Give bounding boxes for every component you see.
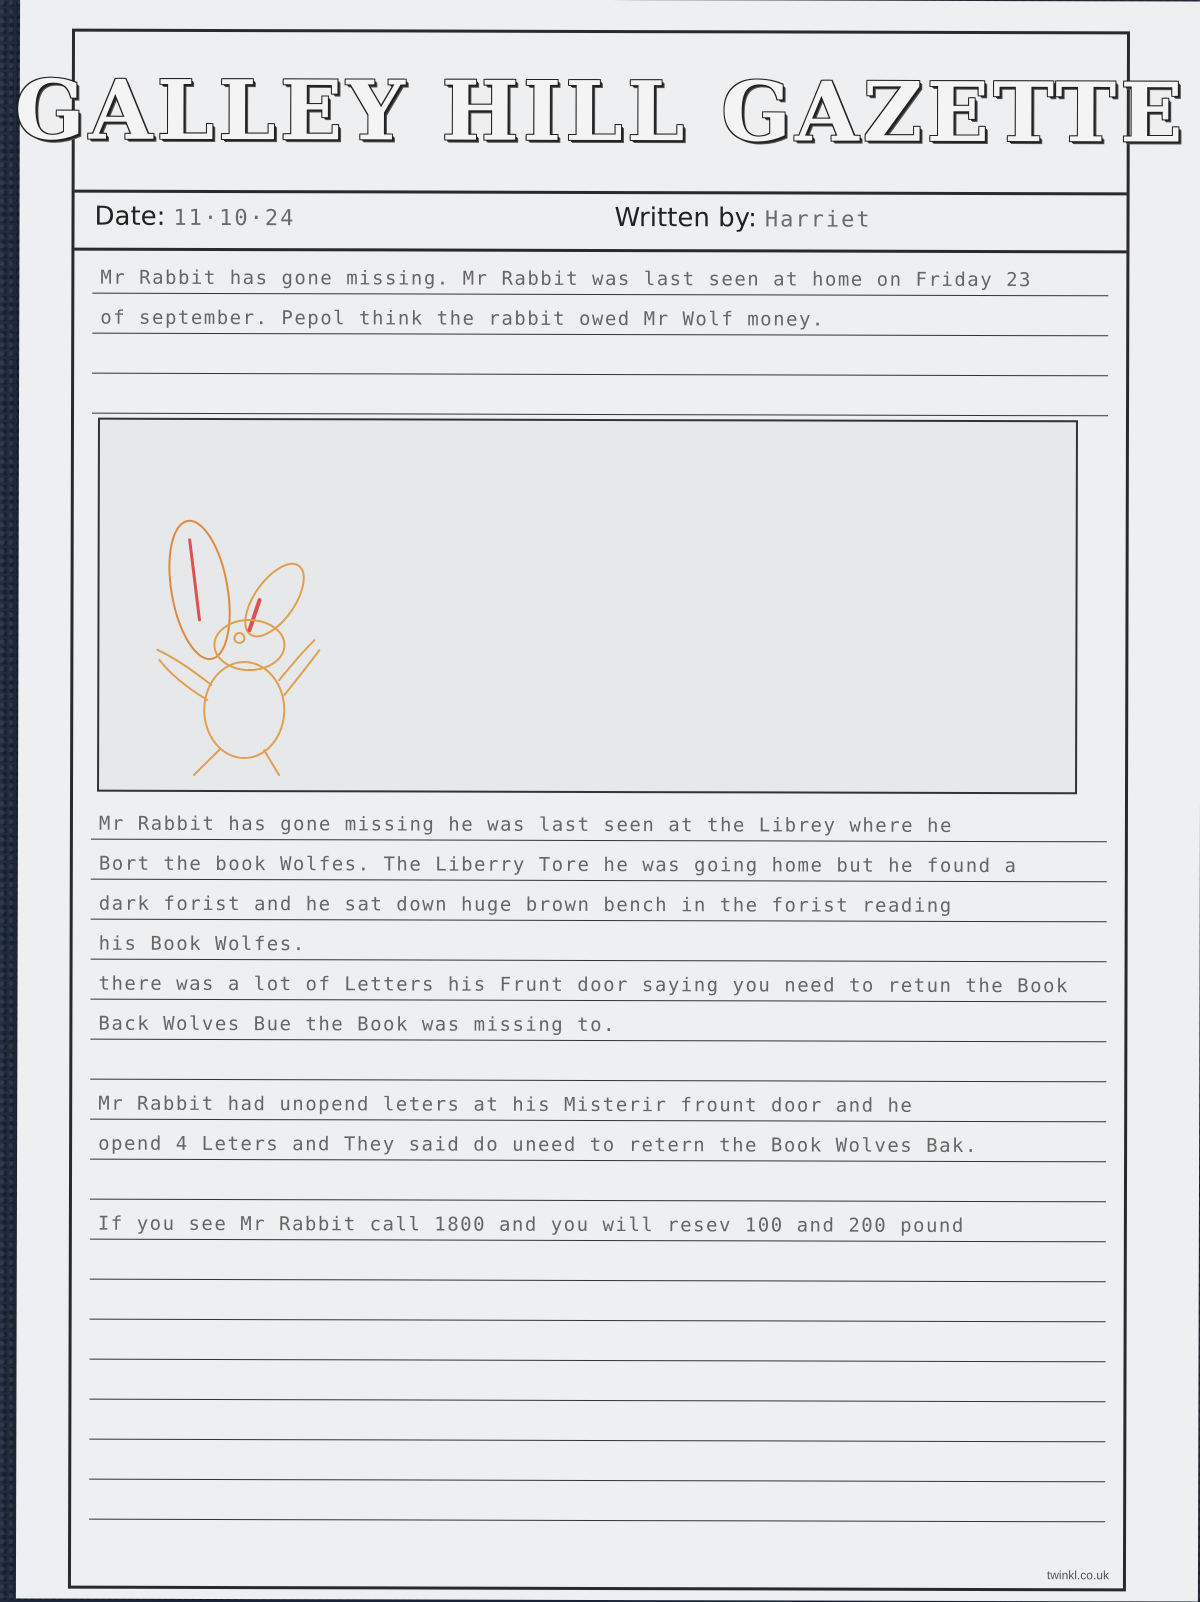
article-lines bbox=[89, 800, 1107, 1523]
writing-line bbox=[91, 880, 1107, 923]
writing-line bbox=[90, 1120, 1106, 1163]
writing-line bbox=[89, 1480, 1105, 1523]
author-value: Harriet bbox=[764, 207, 872, 233]
writing-line bbox=[89, 1360, 1105, 1403]
date-label: Date: bbox=[94, 201, 166, 232]
writing-line bbox=[90, 1040, 1106, 1083]
writing-line bbox=[91, 840, 1107, 883]
writing-line bbox=[90, 1240, 1106, 1283]
writing-line bbox=[89, 1440, 1105, 1483]
handwritten-text: dark forist and he sat down huge brown bench in the forist reading bbox=[98, 892, 953, 917]
meta-row bbox=[74, 190, 1126, 254]
picture-box bbox=[97, 418, 1078, 795]
writing-line bbox=[90, 1160, 1106, 1203]
writing-line bbox=[92, 254, 1108, 297]
handwritten-text: there was a lot of Letters his Frunt door saying you need to retun the Book bbox=[98, 972, 1069, 998]
writing-line bbox=[92, 334, 1108, 377]
writing-line bbox=[90, 1080, 1106, 1123]
writing-line bbox=[91, 920, 1107, 963]
newspaper-title: GALLEY HILL GAZETTE bbox=[14, 62, 1187, 162]
rabbit-drawing-icon bbox=[99, 420, 1076, 793]
publisher-credit: twinkl.co.uk bbox=[1046, 1568, 1109, 1583]
author-label: Written by: bbox=[614, 203, 757, 234]
handwritten-text: Mr Rabbit has gone missing. Mr Rabbit was last seen at home on Friday 23 bbox=[100, 266, 1033, 292]
worksheet-paper bbox=[16, 0, 1200, 1602]
handwritten-text: Bort the book Wolfes. The Liberry Tore he was going home but he found a bbox=[98, 852, 1018, 878]
writing-line bbox=[92, 294, 1108, 337]
author-field bbox=[614, 203, 871, 234]
writing-line bbox=[89, 1400, 1105, 1443]
handwritten-text: Mr Rabbit has gone missing he was last seen at the Librey where he bbox=[98, 812, 953, 837]
writing-line bbox=[90, 1280, 1106, 1323]
intro-lines bbox=[92, 254, 1108, 417]
writing-line bbox=[91, 800, 1107, 843]
handwritten-text: his Book Wolfes. bbox=[98, 932, 306, 956]
handwritten-text: Back Wolves Bue the Book was missing to. bbox=[98, 1012, 617, 1037]
masthead bbox=[14, 32, 1187, 196]
writing-line bbox=[92, 374, 1108, 417]
handwritten-text: of september. Pepol think the rabbit owed Mr Wolf money. bbox=[100, 306, 825, 331]
date-value: 11·10·24 bbox=[173, 205, 296, 232]
handwritten-text: opend 4 Leters and They said do uneed to retern the Book Wolves Bak. bbox=[98, 1132, 978, 1157]
writing-line bbox=[90, 1200, 1106, 1243]
date-field bbox=[94, 202, 295, 233]
newspaper-frame bbox=[14, 29, 1187, 1592]
writing-line bbox=[90, 1000, 1106, 1043]
writing-line bbox=[90, 1320, 1106, 1363]
handwritten-text: If you see Mr Rabbit call 1800 and you will resev 100 and 200 pound bbox=[97, 1212, 965, 1237]
handwritten-text: Mr Rabbit had unopend leters at his Misterir frount door and he bbox=[98, 1092, 914, 1117]
writing-line bbox=[90, 960, 1106, 1003]
